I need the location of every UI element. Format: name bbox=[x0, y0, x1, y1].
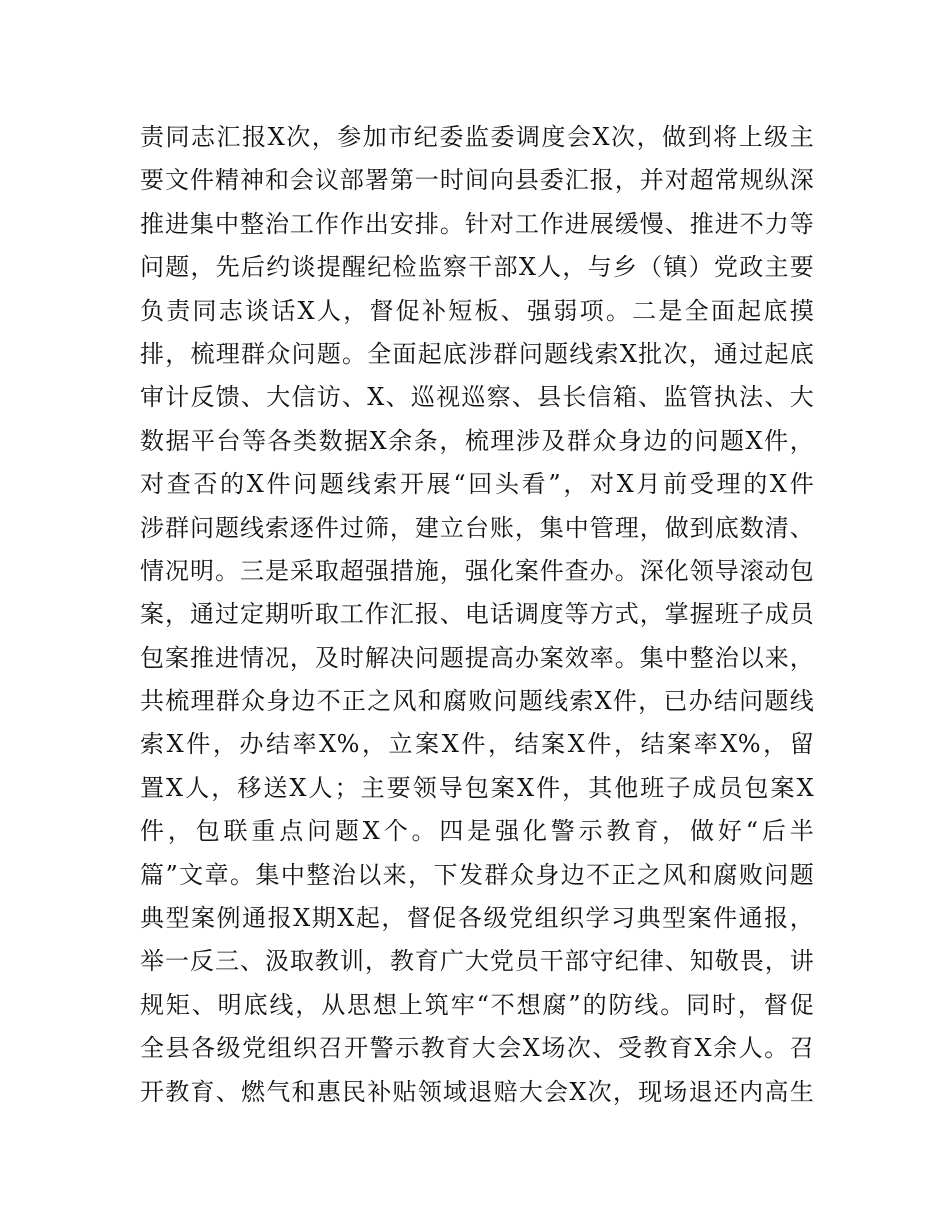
paragraph-line-18: 篇”文章。集中整治以来，下发群众身边不正之风和腐败问题 bbox=[140, 860, 814, 889]
paragraph-line-20: 举一反三、汲取教训，教育广大党员干部守纪律、知敬畏，讲 bbox=[140, 947, 814, 976]
paragraph-line-23: 开教育、燃气和惠民补贴领域退赔大会X次，现场退还内高生 bbox=[140, 1077, 814, 1106]
document-body bbox=[140, 116, 814, 1114]
paragraph-line-22: 全县各级党组织召开警示教育大会X场次、受教育X余人。召 bbox=[140, 1034, 814, 1063]
paragraph-line-12: 案，通过定期听取工作汇报、电话调度等方式，掌握班子成员 bbox=[140, 600, 814, 629]
paragraph-line-21: 规矩、明底线，从思想上筑牢“不想腐”的防线。同时，督促 bbox=[140, 990, 814, 1019]
paragraph-line-11: 情况明。三是采取超强措施，强化案件查办。深化领导滚动包 bbox=[140, 556, 814, 585]
paragraph-line-6: 排，梳理群众问题。全面起底涉群问题线索X批次，通过起底 bbox=[140, 339, 814, 368]
paragraph-line-1: 责同志汇报X次，参加市纪委监委调度会X次，做到将上级主 bbox=[140, 123, 814, 151]
paragraph-line-10: 涉群问题线索逐件过筛，建立台账，集中管理，做到底数清、 bbox=[140, 513, 814, 542]
paragraph-line-19: 典型案例通报X期X起，督促各级党组织学习典型案件通报， bbox=[140, 904, 814, 933]
paragraph-line-17: 件，包联重点问题X个。四是强化警示教育，做好“后半 bbox=[140, 817, 814, 846]
paragraph-line-4: 问题，先后约谈提醒纪检监察干部X人，与乡（镇）党政主要 bbox=[140, 253, 814, 282]
paragraph-line-7: 审计反馈、大信访、X、巡视巡察、县长信箱、监管执法、大 bbox=[140, 383, 814, 412]
paragraph-line-2: 要文件精神和会议部署第一时间向县委汇报，并对超常规纵深 bbox=[140, 166, 814, 195]
paragraph-line-8: 数据平台等各类数据X余条，梳理涉及群众身边的问题X件， bbox=[140, 426, 814, 455]
paragraph-line-15: 索X件，办结率X%，立案X件，结案X件，结案率X%，留 bbox=[140, 730, 814, 759]
paragraph-line-13: 包案推进情况，及时解决问题提高办案效率。集中整治以来， bbox=[140, 643, 814, 672]
paragraph-line-14: 共梳理群众身边不正之风和腐败问题线索X件，已办结问题线 bbox=[140, 687, 814, 716]
paragraph-line-3: 推进集中整治工作作出安排。针对工作进展缓慢、推进不力等 bbox=[140, 209, 814, 238]
paragraph-line-9: 对查否的X件问题线索开展“回头看”，对X月前受理的X件 bbox=[140, 470, 814, 499]
paragraph-line-5: 负责同志谈话X人，督促补短板、强弱项。二是全面起底摸 bbox=[140, 296, 814, 325]
paragraph-line-16: 置X人，移送X人；主要领导包案X件，其他班子成员包案X bbox=[140, 773, 814, 802]
